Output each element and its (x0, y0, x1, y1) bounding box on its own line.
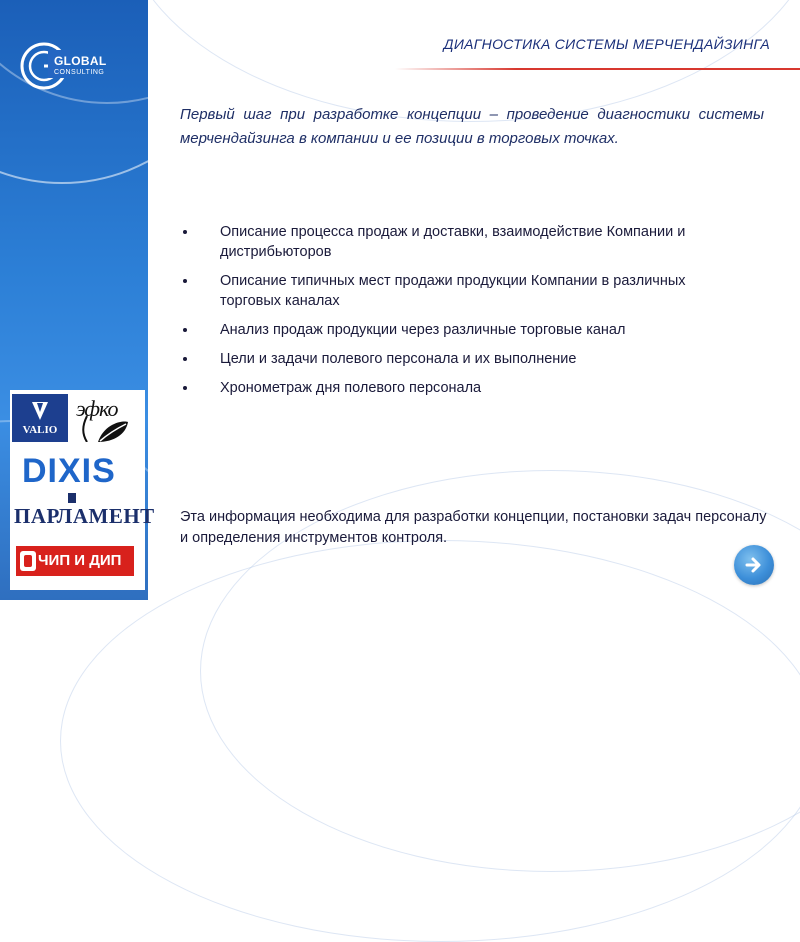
logo-word-global: GLOBAL (54, 54, 107, 68)
arrow-right-circle-icon (744, 555, 764, 575)
list-item-text: Описание типичных мест продажи продукции Компании в различных торговых каналах (220, 273, 686, 309)
list-item (180, 320, 740, 340)
list-item-text: Цели и задачи полевого персонала и их выполнение (220, 351, 577, 367)
title-underline (395, 68, 800, 70)
efko-stem-icon (80, 416, 94, 442)
efko-label: эфко (76, 396, 118, 421)
next-slide-button[interactable] (734, 545, 774, 585)
list-item (180, 378, 740, 398)
background-decor-arc (60, 540, 800, 942)
bullet-list (180, 222, 740, 407)
list-item-text: Описание процесса продаж и доставки, взаимодействие Компании и дистрибьюторов (220, 224, 686, 260)
chipdip-label: ЧИП И ДИП (38, 552, 122, 569)
bullet-icon (183, 386, 187, 390)
list-item (180, 271, 740, 311)
dixis-logo: DIXIS (22, 452, 116, 490)
parliament-crest-icon (68, 493, 76, 503)
list-item (180, 349, 740, 369)
list-item (180, 222, 740, 262)
efko-leaf-icon (96, 420, 130, 444)
parliament-logo: ПАРЛАМЕНТ (14, 504, 155, 528)
bullet-icon (183, 328, 187, 332)
valio-leaf-icon (28, 400, 52, 422)
chipdip-icon (20, 551, 36, 571)
list-item-text: Анализ продаж продукции через различные торговые канал (220, 322, 626, 338)
brand-logos (10, 390, 155, 590)
page-title: ДИАГНОСТИКА СИСТЕМЫ МЕРЧЕНДАЙЗИНГА (443, 36, 770, 52)
valio-logo (12, 394, 68, 442)
company-logo (18, 40, 138, 100)
intro-paragraph: Первый шаг при разработке концепции – проведение диагностики системы мерчендайзинга в компании и ее позиции в торговых точках. (180, 106, 764, 147)
chipdip-logo (16, 546, 134, 576)
conclusion-paragraph: Эта информация необходима для разработки концепции, постановки задач персоналу и определения инструментов контроля. (180, 509, 767, 546)
logo-word-consulting: CONSULTING (54, 69, 105, 76)
list-item-text: Хронометраж дня полевого персонала (220, 380, 482, 396)
valio-label: VALIO (22, 424, 58, 436)
efko-logo (74, 394, 144, 444)
bullet-icon (183, 230, 187, 234)
bullet-icon (183, 357, 187, 361)
bullet-icon (183, 279, 187, 283)
